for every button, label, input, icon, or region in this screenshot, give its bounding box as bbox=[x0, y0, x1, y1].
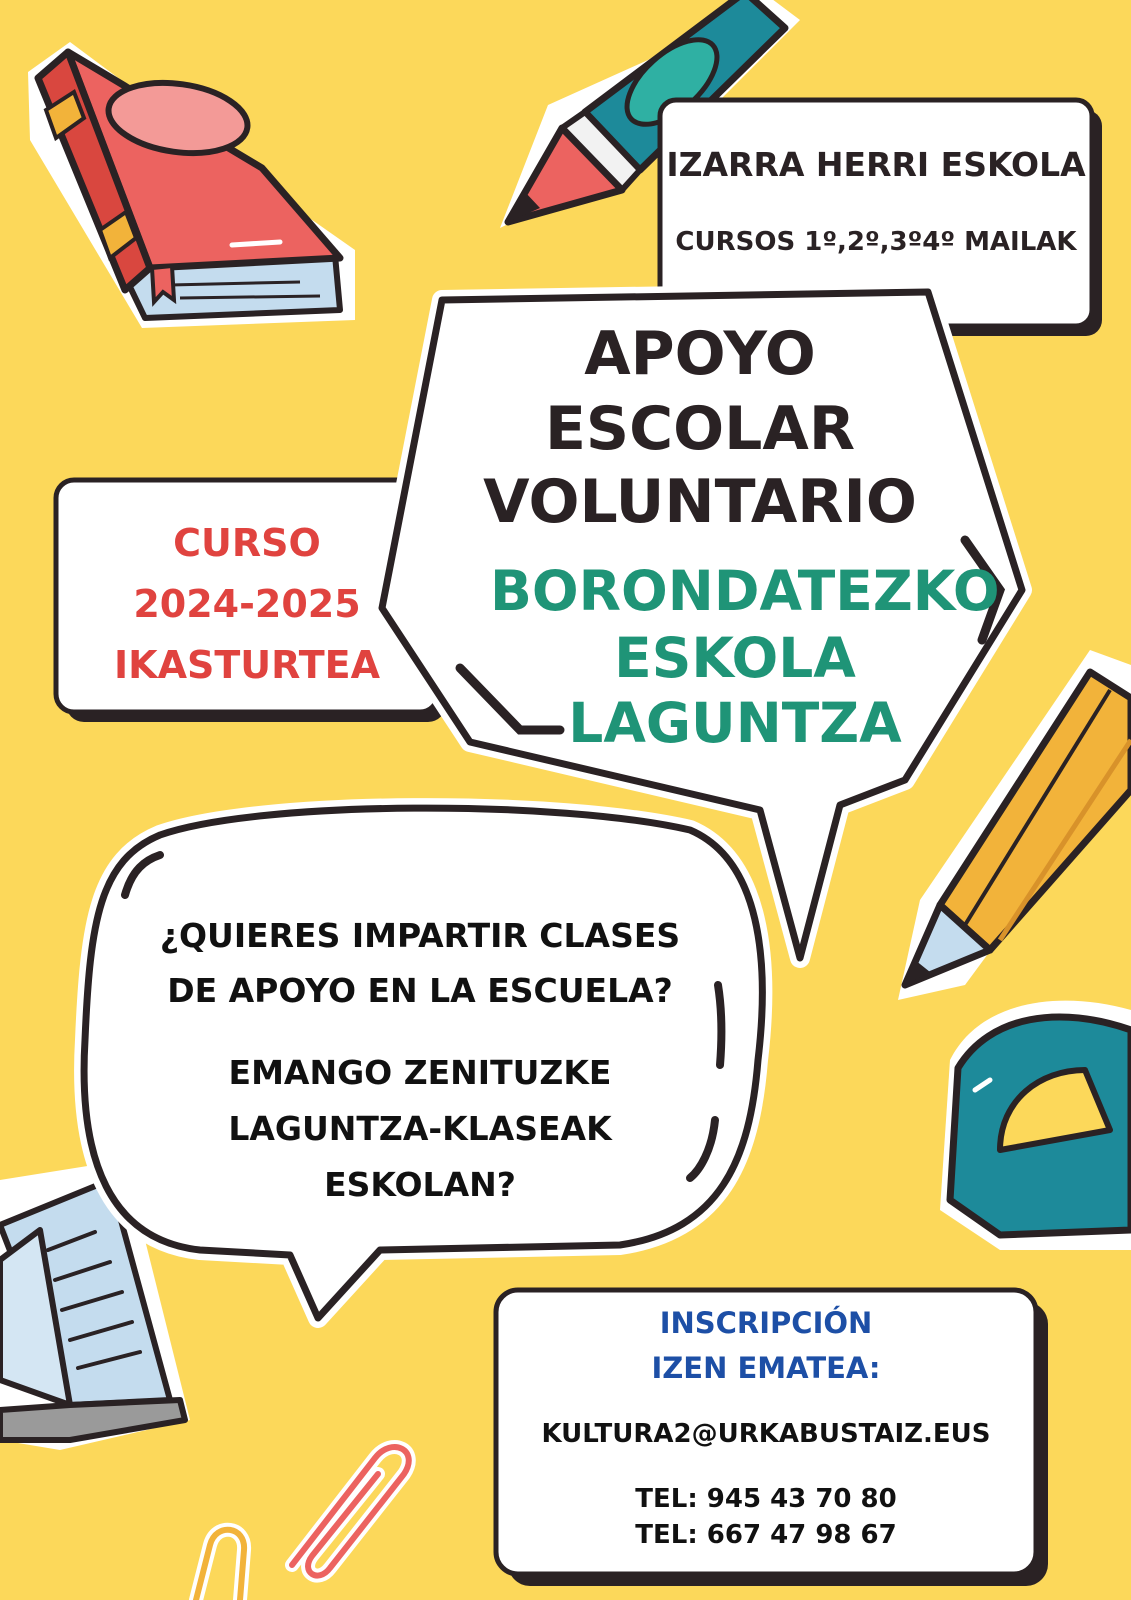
course-line-3: IKASTURTEA bbox=[114, 643, 380, 687]
contact-title-1: INSCRIPCIÓN bbox=[659, 1306, 873, 1340]
headline-eu-3: LAGUNTZA bbox=[568, 691, 902, 755]
headline-es-3: VOLUNTARIO bbox=[483, 467, 917, 537]
ruler-protractor-icon bbox=[940, 1001, 1131, 1250]
paperclip-icon bbox=[196, 1447, 409, 1600]
question-eu-2: LAGUNTZA-KLASEAK bbox=[228, 1109, 612, 1148]
contact-tel-2[interactable]: TEL: 667 47 98 67 bbox=[635, 1520, 897, 1550]
contact-title-2: IZEN EMATEA: bbox=[651, 1351, 881, 1385]
headline-es-1: APOYO bbox=[584, 319, 816, 389]
contact-tel-1[interactable]: TEL: 945 43 70 80 bbox=[635, 1484, 897, 1514]
course-line-1: CURSO bbox=[173, 521, 321, 565]
question-es-2: DE APOYO EN LA ESCUELA? bbox=[167, 971, 673, 1010]
contact-email[interactable]: KULTURA2@URKABUSTAIZ.EUS bbox=[541, 1419, 991, 1449]
headline-eu-1: BORONDATEZKO bbox=[490, 559, 1000, 623]
question-eu-1: EMANGO ZENITUZKE bbox=[228, 1053, 612, 1092]
question-es-1: ¿QUIERES IMPARTIR CLASES bbox=[159, 916, 681, 955]
red-book-icon bbox=[28, 42, 355, 328]
school-name: IZARRA HERRI ESKOLA bbox=[666, 145, 1086, 184]
question-eu-3: ESKOLAN? bbox=[324, 1165, 516, 1204]
headline-es-2: ESCOLAR bbox=[544, 394, 856, 464]
school-courses: CURSOS 1º,2º,3º4º MAILAK bbox=[675, 227, 1077, 257]
headline-eu-2: ESKOLA bbox=[614, 626, 856, 690]
course-line-2: 2024-2025 bbox=[133, 582, 361, 626]
